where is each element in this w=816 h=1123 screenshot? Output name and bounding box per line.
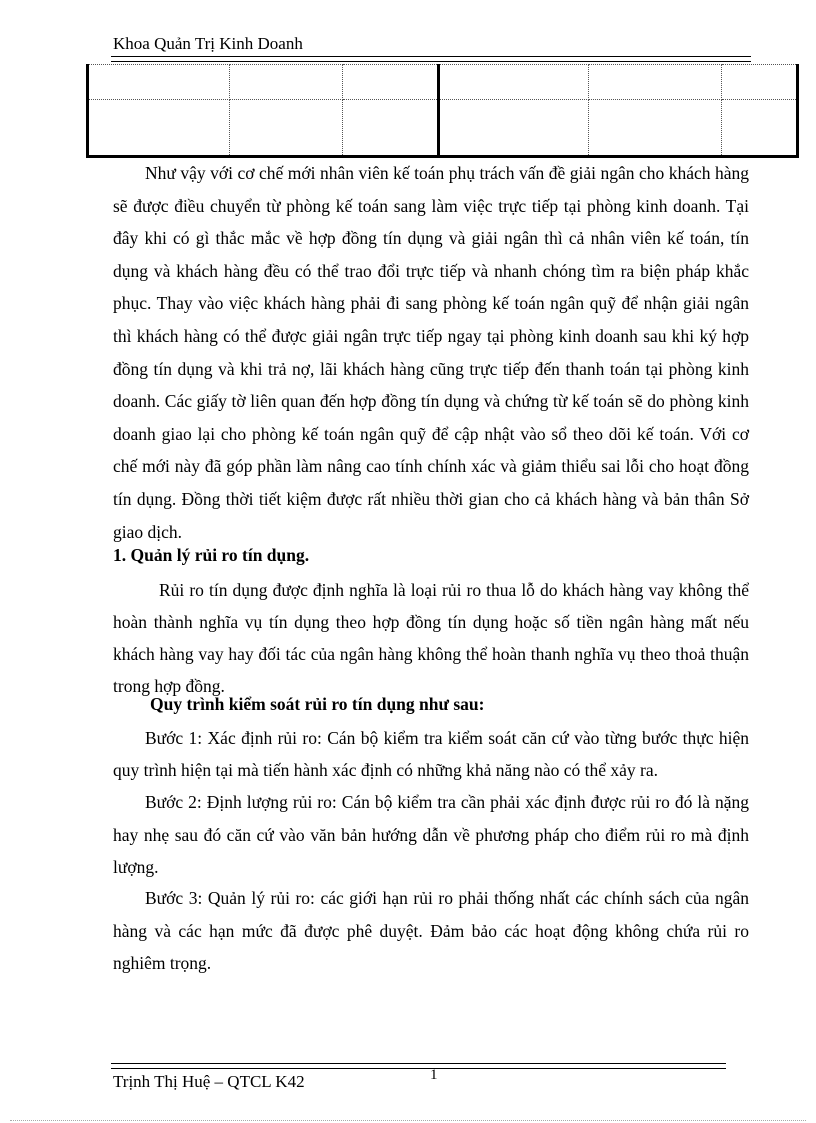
paragraph-disbursement: [113, 157, 749, 548]
table-cell: [589, 65, 722, 100]
paragraph-step-3: [113, 882, 749, 980]
paragraph-text: Như vậy với cơ chế mới nhân viên kế toán phụ trách vấn đề giải ngân cho khách hàng sẽ được điều chuyển từ phòng kế toán sang làm việc trực tiếp tại phòng kinh doanh. Tại đây khi có gì thắc mắc về hợp đồng tín dụng và giải ngân thì cả nhân viên kế toán, tín dụng và khách hàng đều có thể trao đổi trực tiếp và nhanh chóng tìm ra biện pháp khắc phục. Thay vào việc khách hàng phải đi sang phòng kế toán ngân quỹ để nhận giải ngân thì khách hàng có thể được giải ngân trực tiếp ngay tại phòng kinh doanh sau khi ký hợp đồng tín dụng và khi trả nợ, lãi khách hàng cũng trực tiếp đến thanh toán tại phòng kinh doanh. Các giấy tờ liên quan đến hợp đồng tín dụng và chứng từ kế toán sẽ do phòng kinh doanh giao lại cho phòng kế toán ngân quỹ để cập nhật vào sổ theo dõi kế toán. Với cơ chế mới này đã góp phần làm nâng cao tính chính xác và giảm thiểu sai lỗi cho hoạt đồng tín dụng. Đồng thời tiết kiệm được rất nhiều thời gian cho cả khách hàng và bản thân Sở giao dịch.: [113, 163, 749, 542]
paragraph-definition: [113, 574, 749, 702]
footer-author: Trịnh Thị Huệ – QTCL K42: [113, 1072, 305, 1091]
table-cell: [88, 65, 230, 100]
table-cell: [589, 100, 722, 157]
table-cell: [230, 100, 343, 157]
paragraph-text: Bước 1: Xác định rủi ro: Cán bộ kiểm tra kiểm soát căn cứ vào từng bước thực hiện quy trình hiện tại mà tiến hành xác định có những khả năng nào có thể xảy ra.: [113, 728, 749, 780]
table-cell: [722, 65, 798, 100]
table-cell: [230, 65, 343, 100]
paragraph-text: Bước 3: Quản lý rủi ro: các giới hạn rủi ro phải thống nhất các chính sách của ngân hàng và các hạn mức đã được phê duyệt. Đảm bảo các hoạt động không chứa rủi ro nghiêm trọng.: [113, 888, 749, 973]
table-row: [88, 65, 798, 100]
table-cell: [343, 100, 439, 157]
paragraph-text: Bước 2: Định lượng rủi ro: Cán bộ kiểm tra cần phải xác định được rủi ro đó là nặng hay nhẹ sau đó căn cứ vào văn bản hướng dẫn về phương pháp cho điểm rủi ro mà định lượng.: [113, 792, 749, 877]
table-cell: [439, 100, 589, 157]
table-cell: [343, 65, 439, 100]
table-cell: [439, 65, 589, 100]
table-cell: [722, 100, 798, 157]
page-bottom-border: [10, 1120, 806, 1121]
section-heading: 1. Quản lý rủi ro tín dụng.: [113, 545, 310, 565]
subsection-heading: Quy trình kiểm soát rủi ro tín dụng như sau:: [150, 694, 485, 714]
paragraph-text: Rủi ro tín dụng được định nghĩa là loại rủi ro thua lỗ do khách hàng vay không thể hoàn thành nghĩa vụ tín dụng theo hợp đồng tín dụng hoặc số tiền ngân hàng mất nếu khách hàng vay hay đối tác của ngân hàng không thể hoàn thanh nghĩa vụ theo thoả thuận trong hợp đồng.: [113, 580, 749, 696]
page-number: 1: [430, 1067, 438, 1083]
footer-divider: [111, 1063, 726, 1069]
table-cell: [88, 100, 230, 157]
page-header-title: Khoa Quản Trị Kinh Doanh: [113, 34, 303, 53]
table-row: [88, 100, 798, 157]
table-fragment: [86, 64, 799, 158]
paragraph-step-1: [113, 722, 749, 786]
header-divider: [111, 56, 751, 62]
paragraph-step-2: [113, 786, 749, 884]
